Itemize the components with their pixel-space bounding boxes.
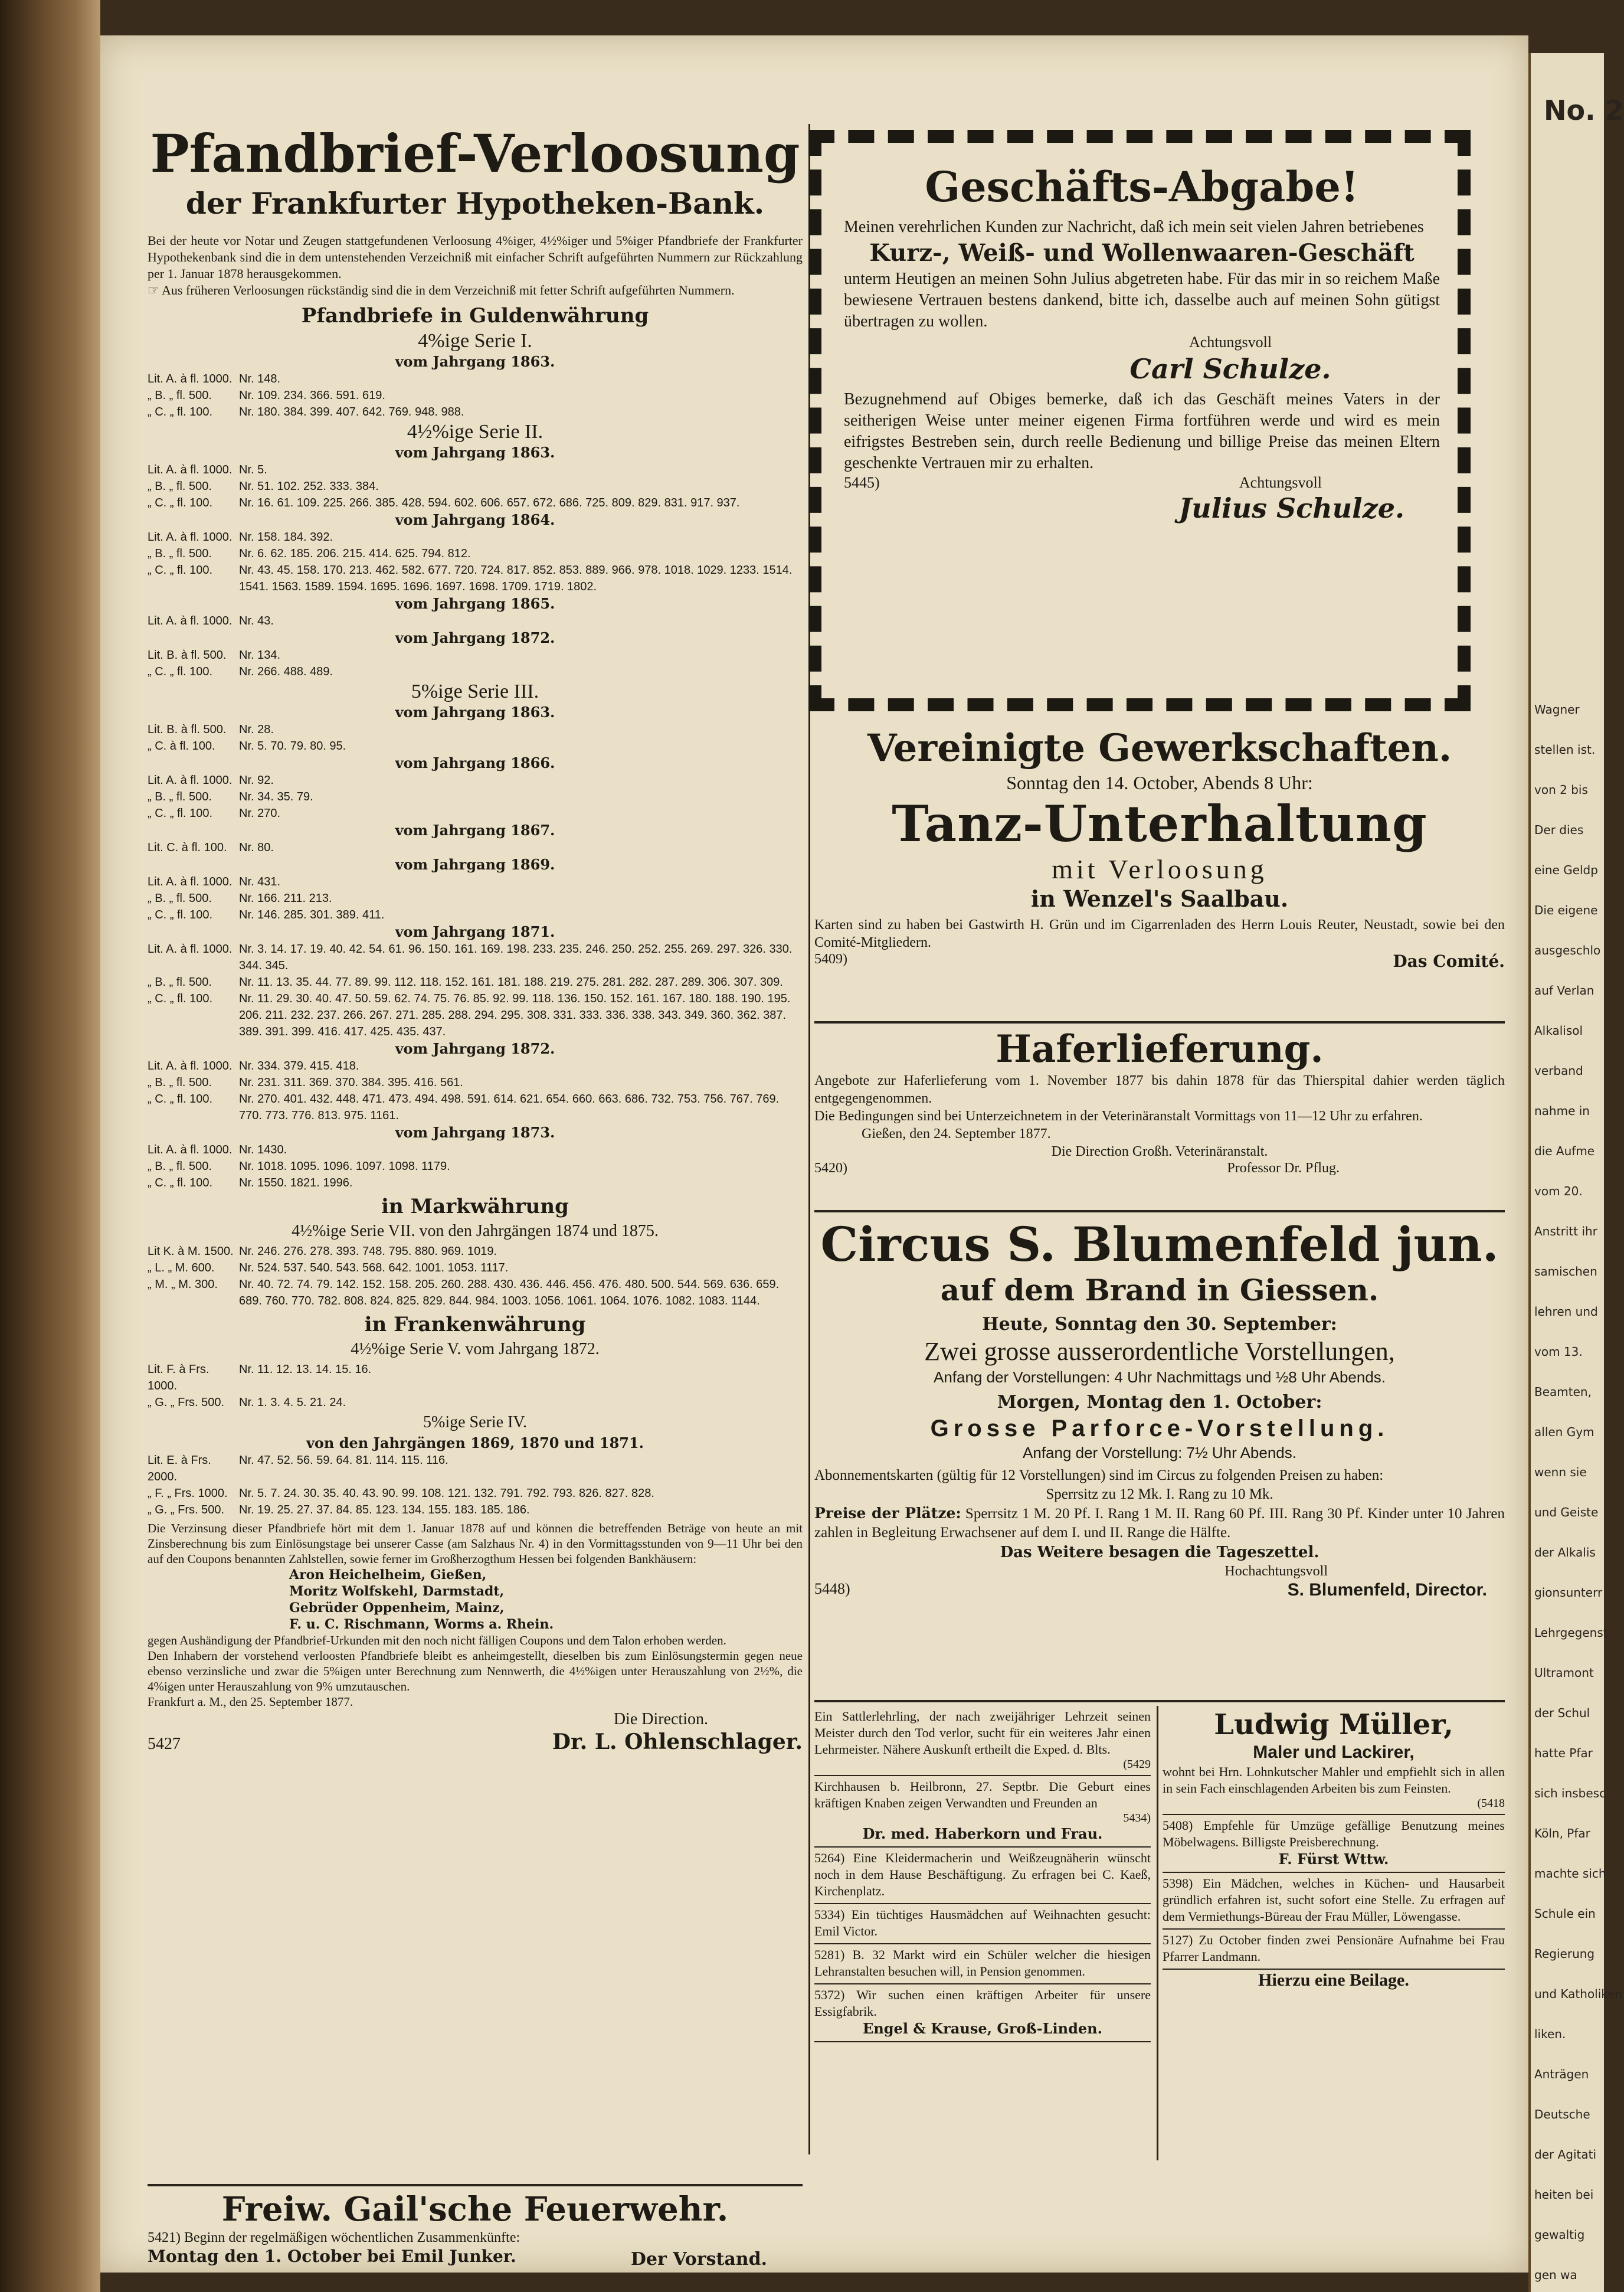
lot-row bbox=[148, 663, 803, 680]
lot-numbers: Nr. 5. 7. 24. 30. 35. 40. 43. 90. 99. 108. 121. 132. 791. 792. 793. 826. 827. 828. bbox=[239, 1487, 654, 1500]
pfandbrief-subtitle: der Frankfurter Hypotheken-Bank. bbox=[185, 186, 765, 221]
lot-class: „ C. „ fl. 100. bbox=[148, 992, 213, 1005]
lot-numbers: Nr. 34. 35. 79. bbox=[239, 790, 313, 803]
lot-numbers: Nr. 1018. 1095. 1096. 1097. 1098. 1179. bbox=[239, 1160, 450, 1173]
small-ad bbox=[1163, 1930, 1505, 1970]
mark-lot-list bbox=[148, 1243, 803, 1309]
lot-row bbox=[148, 1260, 803, 1276]
lot-numbers: Nr. 134. bbox=[239, 649, 281, 662]
adjacent-page-fragment-line: samischen bbox=[1534, 1264, 1597, 1279]
adjacent-page-fragment-line: lehren und bbox=[1534, 1304, 1598, 1319]
feuerwehr-ad bbox=[148, 2184, 803, 2275]
adjacent-page-fragment-line: wenn sie bbox=[1534, 1465, 1587, 1479]
lot-class: „ G. „ Frs. 500. bbox=[148, 1396, 225, 1409]
lot-row bbox=[148, 478, 803, 495]
small-ad-number: 5434) bbox=[1123, 1812, 1151, 1825]
lot-class: „ B. „ fl. 500. bbox=[148, 480, 212, 493]
hafer-sign2: Professor Dr. Pflug. bbox=[1227, 1160, 1340, 1176]
geschaeft-p1: Meinen verehrlichen Kunden zur Nachricht, daß ich mein seit vielen Jahren betriebenes bbox=[844, 218, 1424, 236]
gewerkschaften-ad bbox=[814, 714, 1505, 1024]
circus-more: Das Weitere besagen die Tageszettel. bbox=[1000, 1544, 1320, 1561]
feuerwehr-sign: Der Vorstand. bbox=[630, 2249, 767, 2270]
lot-row bbox=[148, 462, 803, 478]
lot-row bbox=[148, 1158, 803, 1175]
lot-class: „ C. à fl. 100. bbox=[148, 740, 215, 753]
heading-mark: in Markwährung bbox=[381, 1195, 569, 1218]
lot-class: Lit. B. à fl. 500. bbox=[148, 723, 227, 736]
bank-name: Aron Heichelheim, Gießen, bbox=[289, 1567, 487, 1583]
lot-numbers: Nr. 180. 384. 399. 407. 642. 769. 948. 988. bbox=[239, 406, 464, 418]
adjacent-page-fragment-line: heiten bei bbox=[1534, 2188, 1594, 2202]
lot-row bbox=[148, 1485, 803, 1502]
lot-row bbox=[148, 529, 803, 545]
year-heading: vom Jahrgang 1867. bbox=[395, 822, 555, 839]
lot-numbers: Nr. 43. bbox=[239, 614, 274, 627]
lot-class: Lit. A. à fl. 1000. bbox=[148, 1143, 233, 1156]
small-ad bbox=[814, 1706, 1151, 1776]
geschaeft-title: Geschäfts-Abgabe! bbox=[925, 162, 1359, 211]
lot-class: Lit. A. à fl. 1000. bbox=[148, 372, 233, 385]
circus-show2: Grosse Parforce-Vorstellung. bbox=[930, 1415, 1389, 1441]
lot-row bbox=[148, 562, 803, 595]
lot-row bbox=[148, 890, 803, 907]
lot-numbers: Nr. 5. bbox=[239, 463, 267, 476]
feuerwehr-when: Montag den 1. October bei Emil Junker. bbox=[148, 2247, 516, 2266]
gewerkschaften-footer bbox=[814, 952, 1505, 971]
circus-tomorrow: Morgen, Montag den 1. October: bbox=[997, 1392, 1322, 1413]
lot-class: Lit. A. à fl. 1000. bbox=[148, 614, 233, 627]
gewerkschaften-sign: Das Comité. bbox=[1393, 952, 1505, 971]
gewerkschaften-ad-number: 5409) bbox=[814, 952, 847, 967]
lot-class: Lit. F. à Frs. 1000. bbox=[148, 1363, 209, 1392]
adjacent-page-fragment-line: eine Geldp bbox=[1534, 863, 1598, 877]
adjacent-page-fragment-line: die Aufme bbox=[1534, 1144, 1595, 1158]
small-ad-number: (5418 bbox=[1477, 1797, 1505, 1810]
lot-numbers: Nr. 246. 276. 278. 393. 748. 795. 880. 969. 1019. bbox=[239, 1245, 497, 1258]
hafer-p2: Die Bedingungen sind bei Unterzeichnetem in der Veterinäranstalt Vormittags von 11—12 Uhr zu erfahren. bbox=[814, 1109, 1423, 1124]
adjacent-page-fragment-line: vom 13. bbox=[1534, 1345, 1583, 1359]
pfandbrief-closing2: gegen Aushändigung der Pfandbrief-Urkunden mit den noch nicht fälligen Coupons und dem Talon erhoben werden. bbox=[148, 1633, 726, 1647]
circus-abo: Abonnementskarten (gültig für 12 Vorstellungen) sind im Circus zu folgenden Preisen zu haben: bbox=[814, 1467, 1384, 1483]
lot-row bbox=[148, 404, 803, 420]
lot-numbers: Nr. 266. 488. 489. bbox=[239, 665, 333, 678]
lot-class: „ B. „ fl. 500. bbox=[148, 1076, 212, 1089]
lot-numbers: Nr. 43. 45. 158. 170. 213. 462. 582. 677. 720. 724. 817. 852. 853. 889. 966. 978. 1018. 1029. 1233. 1514. 1541. 1563. 1589. 1594. 1695. 1696. 1697. 1698. 1709. 1719. 1802. bbox=[239, 564, 793, 593]
small-ad-number: (5429 bbox=[1123, 1758, 1151, 1771]
geschaeft-ad-number: 5445) bbox=[844, 474, 880, 491]
lot-numbers: Nr. 40. 72. 74. 79. 142. 152. 158. 205. 260. 288. 430. 436. 446. 456. 476. 480. 500. 544. 569. 636. 659. 689. 760. 770. 782. 808. 824. 825. 829. 844. 984. 1003. 1056. 1061. 1064. 1076. 1082. 1083. 1144. bbox=[239, 1278, 780, 1307]
adjacent-page-fragment-line: nahme in bbox=[1534, 1104, 1590, 1118]
year-heading: vom Jahrgang 1863. bbox=[395, 704, 555, 721]
serie-heading: 5%ige Serie III. bbox=[411, 681, 539, 702]
small-ads-right bbox=[1163, 1706, 1505, 2166]
lot-numbers: Nr. 92. bbox=[239, 774, 274, 787]
feuerwehr-text: 5421) Beginn der regelmäßigen wöchentlichen Zusammenkünfte: bbox=[148, 2230, 520, 2245]
lot-class: Lit K. à M. 1500. bbox=[148, 1245, 234, 1258]
lot-numbers: Nr. 231. 311. 369. 370. 384. 395. 416. 561. bbox=[239, 1076, 463, 1089]
small-ad bbox=[814, 1776, 1151, 1848]
lot-row bbox=[148, 738, 803, 754]
lot-row bbox=[148, 1243, 803, 1260]
small-ad bbox=[814, 1984, 1151, 2042]
franken5-lot-list bbox=[148, 1361, 803, 1411]
lot-row bbox=[148, 1091, 803, 1124]
adjacent-page-fragment-line: Regierung bbox=[1534, 1947, 1595, 1961]
lot-class: „ B. „ fl. 500. bbox=[148, 547, 212, 560]
lot-class: Lit. A. à fl. 1000. bbox=[148, 875, 233, 888]
adjacent-page-fragment-line: sich insbesc bbox=[1534, 1786, 1606, 1800]
adjacent-page-fragment-line: Alkalisol bbox=[1534, 1024, 1583, 1038]
lot-numbers: Nr. 334. 379. 415. 418. bbox=[239, 1060, 359, 1073]
heading-gulden: Pfandbriefe in Guldenwährung bbox=[301, 304, 649, 328]
lot-class: Lit. C. à fl. 100. bbox=[148, 841, 227, 854]
lot-class: „ C. „ fl. 100. bbox=[148, 1093, 213, 1106]
year-heading: vom Jahrgang 1863. bbox=[395, 444, 555, 461]
small-ad-text: 5408) Empfehle für Umzüge gefällige Benutzung meines Möbelwagens. Billigste Preisberechnung. bbox=[1163, 1818, 1505, 1849]
lot-row bbox=[148, 613, 803, 629]
year-heading: vom Jahrgang 1873. bbox=[395, 1124, 555, 1141]
adjacent-page-fragment-line: vom 20. bbox=[1534, 1184, 1583, 1198]
mark-serie: 4½%ige Serie VII. von den Jahrgängen 1874 und 1875. bbox=[292, 1222, 659, 1240]
bank-name: F. u. C. Rischmann, Worms a. Rhein. bbox=[289, 1617, 554, 1632]
small-ad bbox=[1163, 1873, 1505, 1930]
pfandbrief-intro: Bei der heute vor Notar und Zeugen stattgefundenen Verloosung 4%iger, 4½%iger und 5%iger Pfandbriefe der Frankfurter Hypothekenbank sind die in dem untenstehenden Verzeichniß mit einfacher Schrift aufgeführten Nummern zur Rückzahlung per 1. Januar 1878 herausgekommen. bbox=[148, 233, 803, 281]
lot-class: Lit. A. à fl. 1000. bbox=[148, 463, 233, 476]
lot-numbers: Nr. 1550. 1821. 1996. bbox=[239, 1176, 353, 1189]
small-ad bbox=[1163, 1970, 1505, 1992]
lot-numbers: Nr. 270. bbox=[239, 807, 281, 820]
lot-row bbox=[148, 941, 803, 974]
circus-ad bbox=[814, 1216, 1505, 1702]
gulden-lot-list bbox=[148, 329, 803, 1191]
lot-class: „ C. „ fl. 100. bbox=[148, 406, 213, 418]
circus-regards: Hochachtungsvoll bbox=[1224, 1564, 1328, 1579]
pointing-hand-icon: ☞ bbox=[148, 283, 162, 297]
adjacent-page-fragment-line: ausgeschlo bbox=[1534, 943, 1601, 957]
geschaeft-regards2: Achtungsvoll bbox=[1239, 474, 1322, 491]
gewerkschaften-date: Sonntag den 14. October, Abends 8 Uhr: bbox=[1006, 772, 1313, 793]
gewerkschaften-place: in Wenzel's Saalbau. bbox=[1030, 885, 1289, 912]
adjacent-page-fragment bbox=[1528, 53, 1624, 2292]
geschaeft-p3: Bezugnehmend auf Obiges bemerke, daß ich das Geschäft meines Vaters in der seitherigen Weise unter meiner eigenen Firma fortführen werde und wird es mein eifrigstes Bestreben sein, durch reelle Bedienung und billige Preise das meinen Eltern geschenkte Vertrauen mir zu erhalten. bbox=[844, 390, 1440, 472]
lot-row bbox=[148, 1502, 803, 1518]
adjacent-page-fragment-line: gionsunterr bbox=[1534, 1585, 1603, 1600]
lot-numbers: Nr. 16. 61. 109. 225. 266. 385. 428. 594. 602. 606. 657. 672. 686. 725. 809. 829. 831. 917. 937. bbox=[239, 496, 740, 509]
lot-row bbox=[148, 1074, 803, 1091]
lot-numbers: Nr. 19. 25. 27. 37. 84. 85. 123. 134. 155. 183. 185. 186. bbox=[239, 1503, 530, 1516]
geschaeft-regards1: Achtungsvoll bbox=[1188, 333, 1272, 351]
lot-class: „ L. „ M. 600. bbox=[148, 1261, 215, 1274]
franken4-lot-list bbox=[148, 1452, 803, 1518]
small-ad-sign: Dr. med. Haberkorn und Frau. bbox=[862, 1825, 1103, 1842]
lot-row bbox=[148, 789, 803, 805]
lot-row bbox=[148, 545, 803, 562]
gewerkschaften-event: Tanz-Unterhaltung bbox=[892, 794, 1427, 853]
lot-numbers: Nr. 3. 14. 17. 19. 40. 42. 54. 61. 96. 150. 161. 169. 198. 233. 235. 246. 250. 252. 255. 269. 297. 326. 330. 344. 345. bbox=[239, 943, 793, 972]
lot-row bbox=[148, 839, 803, 856]
year-heading: vom Jahrgang 1871. bbox=[395, 923, 555, 940]
small-ad-text: 5372) Wir suchen einen kräftigen Arbeiter für unsere Essigfabrik. bbox=[814, 1987, 1151, 2019]
adjacent-page-fragment-line: Wagner bbox=[1534, 702, 1580, 717]
adjacent-page-fragment-line: der Agitati bbox=[1534, 2147, 1597, 2162]
lot-numbers: Nr. 524. 537. 540. 543. 568. 642. 1001. 1053. 1117. bbox=[239, 1261, 509, 1274]
lot-row bbox=[148, 387, 803, 404]
circus-footer bbox=[814, 1580, 1505, 1600]
pfandbrief-closing3: Den Inhabern der vorstehend verloosten Pfandbriefe bleibt es anheimgestellt, dieselben bis zum Einlösungstermin gegen neue ebenso verzinsliche und zwar die 5%igen unter Berechnung zum Nennwerth, die 4½%igen unter Herauszahlung von 2½%, die 4%igen unter Herauszahlung von 9% umzutauschen. bbox=[148, 1649, 803, 1693]
circus-abo-price: Sperrsitz zu 12 Mk. I. Rang zu 10 Mk. bbox=[1046, 1486, 1273, 1502]
adjacent-page-fragment-line: liken. bbox=[1534, 2027, 1566, 2041]
small-ad-text: Kirchhausen b. Heilbronn, 27. Septbr. Die Geburt eines kräftigen Knaben zeigen Verwandten und Freunden an bbox=[814, 1779, 1151, 1810]
hafer-date: Gießen, den 24. September 1877. bbox=[862, 1126, 1051, 1142]
lot-row bbox=[148, 990, 803, 1040]
bank-list bbox=[148, 1567, 803, 1633]
serie-heading: 4%ige Serie I. bbox=[418, 330, 532, 352]
small-ad-text: wohnt bei Hrn. Lohnkutscher Mahler und empfiehlt sich in allen in sein Fach einschlagenden Arbeiten bis zum Feinsten. bbox=[1163, 1764, 1505, 1796]
small-ad-text: Ein Sattlerlehrling, der nach zweijähriger Lehrzeit seinen Meister durch den Tod verlor, sucht für ein weiteres Jahr einen Lehrmeister. Nähere Auskunft ertheilt die Exped. d. Blts. bbox=[814, 1709, 1151, 1757]
hafer-footer bbox=[814, 1160, 1505, 1176]
lot-numbers: Nr. 6. 62. 185. 206. 215. 414. 625. 794. 812. bbox=[239, 547, 471, 560]
lot-row bbox=[148, 805, 803, 822]
pfandbrief-date: Frankfurt a. M., den 25. September 1877. bbox=[148, 1695, 353, 1709]
hafer-ad-number: 5420) bbox=[814, 1160, 847, 1176]
lot-row bbox=[148, 907, 803, 923]
serie-heading: 4½%ige Serie II. bbox=[407, 421, 543, 443]
lot-numbers: Nr. 5. 70. 79. 80. 95. bbox=[239, 740, 346, 753]
small-ad bbox=[814, 1944, 1151, 1984]
circus-prices: Preise der Plätze: Sperrsitz 1 M. 20 Pf. I. Rang 1 M. II. Rang 60 Pf. III. Rang 30 Pf. Kinder unter 10 Jahren zahlen in Begleitung Erwachsener auf dem I. und II. Range die Hälfte. bbox=[814, 1505, 1505, 1541]
lot-class: „ B. „ fl. 500. bbox=[148, 1160, 212, 1173]
lot-numbers: Nr. 270. 401. 432. 448. 471. 473. 494. 498. 591. 614. 621. 654. 660. 663. 686. 732. 753. 756. 767. 769. 770. 773. 776. 813. 975. 1161. bbox=[239, 1093, 780, 1122]
bank-name: Moritz Wolfskehl, Darmstadt, bbox=[289, 1584, 505, 1599]
adjacent-page-header: No. 2 bbox=[1544, 94, 1624, 126]
lot-class: „ M. „ M. 300. bbox=[148, 1278, 218, 1291]
year-heading: vom Jahrgang 1864. bbox=[395, 511, 555, 528]
lot-numbers: Nr. 1. 3. 4. 5. 21. 24. bbox=[239, 1396, 346, 1409]
small-ad-text: 5334) Ein tüchtiges Hausmädchen auf Weihnachten gesucht: Emil Victor. bbox=[814, 1907, 1151, 1938]
adjacent-page-fragment-line: Köln, Pfar bbox=[1534, 1826, 1590, 1840]
year-heading: vom Jahrgang 1872. bbox=[395, 1040, 555, 1057]
circus-ad-number: 5448) bbox=[814, 1580, 850, 1597]
adjacent-page-fragment-line: Der dies bbox=[1534, 823, 1584, 837]
adjacent-page-fragment-line: und Geiste bbox=[1534, 1505, 1599, 1519]
lot-numbers: Nr. 431. bbox=[239, 875, 281, 888]
adjacent-page-fragment-line: und Katholiken bbox=[1534, 1987, 1623, 2001]
small-ad-title: Ludwig Müller, bbox=[1214, 1708, 1453, 1741]
franken-years4: von den Jahrgängen 1869, 1870 und 1871. bbox=[306, 1434, 644, 1451]
small-ad bbox=[1163, 1706, 1505, 1815]
lot-numbers: Nr. 51. 102. 252. 333. 384. bbox=[239, 480, 379, 493]
adjacent-page-fragment-line: gen wa bbox=[1534, 2268, 1577, 2282]
lot-numbers: Nr. 1430. bbox=[239, 1143, 287, 1156]
adjacent-page-fragment-line: Schule ein bbox=[1534, 1907, 1596, 1921]
left-page bbox=[100, 35, 1528, 2273]
lot-numbers: Nr. 109. 234. 366. 591. 619. bbox=[239, 389, 385, 402]
lot-numbers: Nr. 158. 184. 392. bbox=[239, 531, 333, 544]
geschaeft-shop: Kurz-, Weiß- und Wollenwaaren-Geschäft bbox=[869, 239, 1415, 267]
heading-franken: in Frankenwährung bbox=[364, 1313, 586, 1336]
lot-row bbox=[148, 1452, 803, 1485]
hafer-p1: Angebote zur Haferlieferung vom 1. November 1877 bis dahin 1878 für das Thierspital dahier werden täglich entgegengenommen. bbox=[814, 1073, 1505, 1106]
lot-numbers: Nr. 11. 12. 13. 14. 15. 16. bbox=[239, 1363, 372, 1376]
gewerkschaften-title: Vereinigte Gewerkschaften. bbox=[867, 726, 1452, 770]
lot-row bbox=[148, 974, 803, 990]
lot-class: „ C. „ fl. 100. bbox=[148, 564, 213, 577]
lot-class: „ B. „ fl. 500. bbox=[148, 892, 212, 905]
lot-row bbox=[148, 1142, 803, 1158]
small-ad-text: 5398) Ein Mädchen, welches in Küchen- und Hausarbeit gründlich erfahren ist, sucht sofort eine Stelle. Zu erfragen auf dem Vermiethungs-Büreau der Frau Müller, Löwengasse. bbox=[1163, 1876, 1505, 1924]
lot-class: „ C. „ fl. 100. bbox=[148, 1176, 213, 1189]
lot-class: „ G. „ Frs. 500. bbox=[148, 1503, 225, 1516]
lot-numbers: Nr. 11. 13. 35. 44. 77. 89. 99. 112. 118. 152. 161. 181. 188. 219. 275. 281. 282. 287. 289. 306. 307. 309. bbox=[239, 976, 783, 989]
lot-class: „ C. „ fl. 100. bbox=[148, 665, 213, 678]
adjacent-page-fragment-line: Anstritt ihr bbox=[1534, 1224, 1597, 1238]
lot-row bbox=[148, 1175, 803, 1191]
franken-serie5: 4½%ige Serie V. vom Jahrgang 1872. bbox=[351, 1340, 600, 1358]
lot-class: „ B. „ fl. 500. bbox=[148, 389, 212, 402]
small-ad-text: 5281) B. 32 Markt wird ein Schüler welcher die hiesigen Lehranstalten besuchen will, in Pension genommen. bbox=[814, 1947, 1151, 1979]
pfandbrief-title: Pfandbrief-Verloosung bbox=[150, 123, 800, 184]
adjacent-page-fragment-line: machte sich bbox=[1534, 1866, 1606, 1881]
lot-numbers: Nr. 146. 285. 301. 389. 411. bbox=[239, 908, 385, 921]
lot-row bbox=[148, 1276, 803, 1309]
small-ad bbox=[814, 1904, 1151, 1944]
small-ad-text: 5264) Eine Kleidermacherin und Weißzeugnäherin wünscht noch in dem Hause Beschäftigung. Zu erfragen bei C. Kaeß, Kirchenplatz. bbox=[814, 1850, 1151, 1898]
pfandbrief-signature: Dr. L. Ohlenschlager. bbox=[552, 1729, 803, 1754]
adjacent-page-fragment-line: von 2 bis bbox=[1534, 783, 1588, 797]
adjacent-page-fragment-line: verband bbox=[1534, 1064, 1583, 1078]
pfandbrief-intro2: ☞ Aus früheren Verloosungen rückständig sind die in dem Verzeichniß mit fetter Schrift aufgeführten Nummern. bbox=[148, 283, 735, 297]
geschaeft-name2: Julius Schulze. bbox=[1178, 492, 1404, 524]
year-heading: vom Jahrgang 1872. bbox=[395, 629, 555, 646]
lot-class: Lit. E. à Frs. 2000. bbox=[148, 1454, 211, 1483]
lot-numbers: Nr. 47. 52. 56. 59. 64. 81. 114. 115. 116. bbox=[239, 1454, 448, 1467]
adjacent-page-fragment-line: der Alkalis bbox=[1534, 1545, 1596, 1559]
adjacent-page-fragment-line: Lehrgegenst bbox=[1534, 1626, 1608, 1640]
adjacent-page-fragment-line: Beamten, bbox=[1534, 1385, 1592, 1399]
hafer-title: Haferlieferung. bbox=[996, 1027, 1324, 1071]
circus-prices-label: Preise der Plätze: bbox=[814, 1505, 961, 1522]
pfandbrief-ad-number: 5427 bbox=[148, 1735, 181, 1753]
hafer-sign1: Die Direction Großh. Veterinäranstalt. bbox=[1051, 1144, 1268, 1159]
adjacent-page-fragment-line: hatte Pfar bbox=[1534, 1746, 1593, 1760]
gewerkschaften-sub: mit Verloosung bbox=[1052, 854, 1268, 884]
adjacent-page-fragment-line: Anträgen bbox=[1534, 2067, 1589, 2081]
lot-row bbox=[148, 874, 803, 890]
adjacent-page-fragment-line: Die eigene bbox=[1534, 903, 1598, 917]
circus-times2: Anfang der Vorstellung: 7½ Uhr Abends. bbox=[1023, 1444, 1296, 1461]
geschaeft-footer bbox=[844, 474, 1440, 492]
geschaeft-name1: Carl Schulze. bbox=[1129, 353, 1331, 385]
lot-class: Lit. B. à fl. 500. bbox=[148, 649, 227, 662]
lot-numbers: Nr. 11. 29. 30. 40. 47. 50. 59. 62. 74. 75. 76. 85. 92. 99. 118. 136. 150. 152. 161. 167. 180. 188. 190. 195. 206. 211. 232. 237. 266. 267. 271. 285. 288. 294. 295. 308. 331. 333. 336. 338. 343. 349. 360. 362. 387. 389. 391. 399. 416. 417. 425. 435. 437. bbox=[239, 992, 791, 1038]
lot-row bbox=[148, 647, 803, 663]
franken-serie4: 5%ige Serie IV. bbox=[423, 1413, 527, 1431]
small-ad-sign: F. Fürst Wttw. bbox=[1278, 1850, 1389, 1868]
lot-class: „ C. „ fl. 100. bbox=[148, 908, 213, 921]
lot-numbers: Nr. 148. bbox=[239, 372, 281, 385]
year-heading: vom Jahrgang 1865. bbox=[395, 595, 555, 612]
year-heading: vom Jahrgang 1863. bbox=[395, 353, 555, 370]
lot-class: „ B. „ fl. 500. bbox=[148, 790, 212, 803]
pfandbrief-footer bbox=[148, 1729, 803, 1754]
lot-row bbox=[148, 495, 803, 511]
hafer-ad bbox=[814, 1027, 1505, 1212]
circus-times: Anfang der Vorstellungen: 4 Uhr Nachmittags und ½8 Uhr Abends. bbox=[933, 1368, 1386, 1386]
small-ad-text: 5127) Zu October finden zwei Pensionäre Aufnahme bei Frau Pfarrer Landmann. bbox=[1163, 1933, 1505, 1964]
small-ad-sign: Engel & Krause, Groß-Linden. bbox=[863, 2020, 1102, 2037]
lot-numbers: Nr. 28. bbox=[239, 723, 274, 736]
circus-today: Heute, Sonntag den 30. September: bbox=[982, 1314, 1337, 1335]
adjacent-page-fragment-line: auf Verlan bbox=[1534, 983, 1594, 998]
lot-numbers: Nr. 80. bbox=[239, 841, 274, 854]
geschaeft-ad bbox=[844, 162, 1440, 682]
year-heading: vom Jahrgang 1869. bbox=[395, 856, 555, 873]
lot-class: „ B. „ fl. 500. bbox=[148, 976, 212, 989]
adjacent-page-fragment-line: der Schul bbox=[1534, 1706, 1590, 1720]
lot-numbers: Nr. 166. 211. 213. bbox=[239, 892, 332, 905]
circus-show: Zwei grosse ausserordentliche Vorstellungen, bbox=[924, 1337, 1395, 1366]
lot-class: „ F. „ Frs. 1000. bbox=[148, 1487, 228, 1500]
small-ad bbox=[1163, 1815, 1505, 1873]
circus-sign: S. Blumenfeld, Director. bbox=[1287, 1580, 1487, 1600]
lot-class: „ C. „ fl. 100. bbox=[148, 496, 213, 509]
lot-class: „ C. „ fl. 100. bbox=[148, 807, 213, 820]
pfandbrief-column bbox=[148, 124, 803, 2225]
lot-class: Lit. A. à fl. 1000. bbox=[148, 943, 233, 956]
lot-row bbox=[148, 371, 803, 387]
geschaeft-p2: unterm Heutigen an meinen Sohn Julius abgetreten habe. Für das mir in so reichem Maße bewiesene Vertrauen bestens dankend, bitte ich, dasselbe auch auf meinen Sohn gütigst übertragen zu wollen. bbox=[844, 270, 1440, 331]
adjacent-page-fragment-line: allen Gym bbox=[1534, 1425, 1594, 1439]
year-heading: vom Jahrgang 1866. bbox=[395, 754, 555, 771]
lot-class: Lit. A. à fl. 1000. bbox=[148, 1060, 233, 1073]
lot-row bbox=[148, 1361, 803, 1394]
lot-row bbox=[148, 772, 803, 789]
bank-name: Gebrüder Oppenheim, Mainz, bbox=[289, 1600, 505, 1616]
lot-row bbox=[148, 721, 803, 738]
small-ads-divider bbox=[1157, 1706, 1158, 2160]
pfandbrief-direction: Die Direction. bbox=[613, 1710, 708, 1728]
circus-place: auf dem Brand in Giessen. bbox=[940, 1273, 1379, 1307]
adjacent-page-fragment-line: Deutsche bbox=[1534, 2107, 1590, 2121]
lot-row bbox=[148, 1058, 803, 1074]
small-ad-text: Hierzu eine Beilage. bbox=[1258, 1970, 1409, 1990]
circus-title: Circus S. Blumenfeld jun. bbox=[820, 1217, 1499, 1272]
small-ads-left bbox=[814, 1706, 1151, 2166]
book-spine bbox=[0, 0, 100, 2292]
adjacent-page-fragment-line: stellen ist. bbox=[1534, 743, 1596, 757]
adjacent-page-fragment-line: gewaltig bbox=[1534, 2228, 1585, 2242]
small-ad-subtitle: Maler und Lackirer, bbox=[1253, 1742, 1415, 1762]
lot-class: Lit. A. à fl. 1000. bbox=[148, 531, 233, 544]
gewerkschaften-text: Karten sind zu haben bei Gastwirth H. Grün und im Cigarrenladen des Herrn Louis Reuter, Neustadt, sowie bei den Comité-Mitgliedern. bbox=[814, 917, 1505, 950]
feuerwehr-title: Freiw. Gail'sche Feuerwehr. bbox=[221, 2190, 729, 2229]
small-ad bbox=[814, 1848, 1151, 1904]
pfandbrief-closing: Die Verzinsung dieser Pfandbriefe hört mit dem 1. Januar 1878 auf und können die betreffenden Beträge von heute an mit Zinsberechnung bis zum Einlösungstage bei unserer Casse (am Salzhaus Nr. 4) in den Vormittagsstunden von 9—11 Uhr bei den auf den Coupons benannten Zahlstellen, sowie ferner im Großherzogthum Hessen bei folgenden Bankhäusern: bbox=[148, 1521, 803, 1566]
lot-row bbox=[148, 1394, 803, 1411]
lot-class: Lit. A. à fl. 1000. bbox=[148, 774, 233, 787]
adjacent-page-fragment-line: Ultramont bbox=[1534, 1666, 1594, 1680]
